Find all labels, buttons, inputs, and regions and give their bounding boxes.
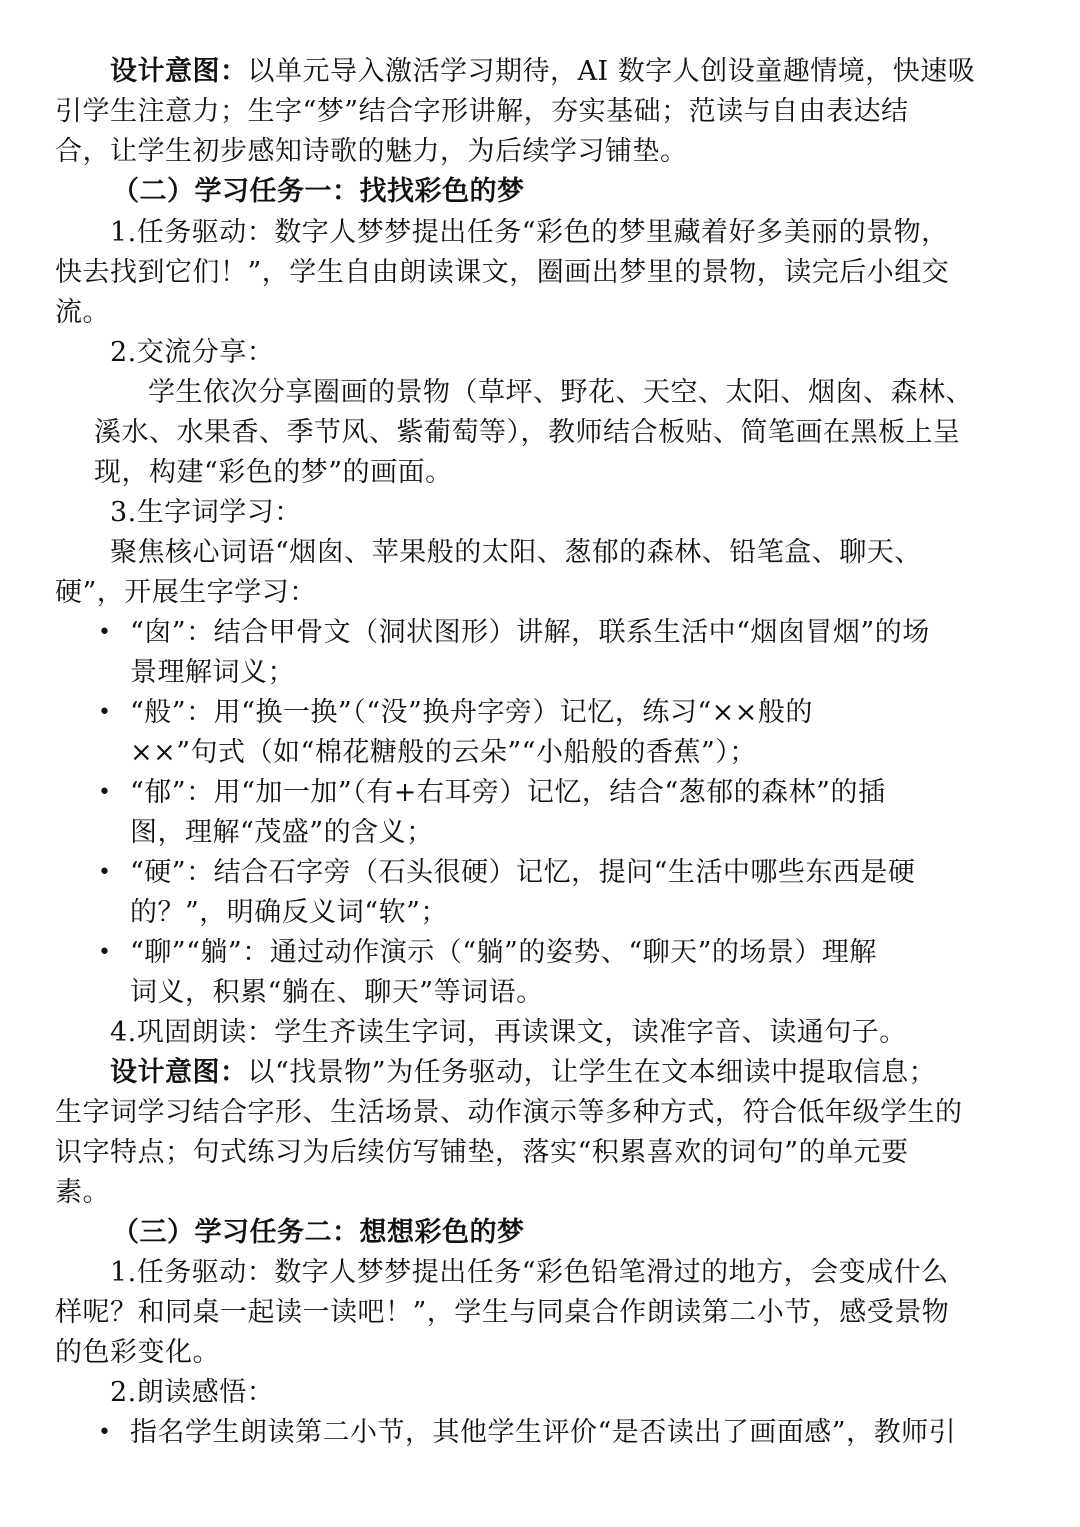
bullet-marker: •	[98, 860, 111, 885]
bullet-marker: •	[98, 780, 111, 805]
task2-drive-line-2: 样呢？和同桌一起读一读吧！”，学生与同桌合作朗读第二小节，感受景物	[55, 1297, 950, 1328]
design-intent-label: 设计意图：	[110, 56, 248, 87]
task-drive-line-3: 流。	[55, 297, 110, 328]
design-intent-1-line-2: 引学生注意力；生字“梦”结合字形讲解，夯实基础；范读与自由表达结	[55, 96, 909, 127]
bullet-3-line-2: 图，理解“茂盛”的含义；	[130, 817, 434, 848]
vocab-line-2: 硬”，开展生字学习：	[55, 577, 317, 608]
bullet-3-line-1: “郁”：用“加一加”（有+右耳旁）记忆，结合“葱郁的森林”的插	[130, 777, 886, 808]
bullet-marker: •	[98, 620, 111, 645]
task2-drive-line-1: 1.任务驱动：数字人梦梦提出任务“彩色铅笔滑过的地方，会变成什么	[110, 1257, 949, 1288]
share-line-1: 学生依次分享圈画的景物（草坪、野花、天空、太阳、烟囱、森林、	[148, 377, 973, 408]
share-line-2: 溪水、水果香、季节风、紫葡萄等），教师结合板贴、简笔画在黑板上呈	[94, 417, 961, 448]
task-drive-line-1: 1.任务驱动：数字人梦梦提出任务“彩色的梦里藏着好多美丽的景物，	[110, 217, 949, 248]
task-drive-line-2: 快去找到它们！”，学生自由朗读课文，圈画出梦里的景物，读完后小组交	[55, 257, 950, 288]
design-intent-label: 设计意图：	[110, 1057, 248, 1088]
reading-insight-bullet-1: 指名学生朗读第二小节，其他学生评价“是否读出了画面感”，教师引	[130, 1417, 957, 1448]
bullet-2-line-1: “般”：用“换一换”（“没”换舟字旁）记忆，练习“××般的	[130, 697, 813, 728]
share-title: 2.交流分享：	[110, 337, 275, 368]
task2-drive-line-3: 的色彩变化。	[55, 1337, 220, 1368]
reading-insight-title: 2.朗读感悟：	[110, 1377, 275, 1408]
bullet-5-line-2: 词义，积累“躺在、聊天”等词语。	[130, 977, 544, 1008]
bullet-marker: •	[98, 700, 111, 725]
vocab-title: 3.生字词学习：	[110, 497, 302, 528]
bullet-marker: •	[98, 1420, 111, 1445]
design-intent-2-line-1: 设计意图：以“找景物”为任务驱动，让学生在文本细读中提取信息；	[110, 1057, 937, 1088]
bullet-5-line-1: “聊”“躺”：通过动作演示（“躺”的姿势、“聊天”的场景）理解	[130, 937, 877, 968]
bullet-marker: •	[98, 940, 111, 965]
design-intent-2-line-4: 素。	[55, 1177, 110, 1208]
design-intent-1-line-1: 设计意图：以单元导入激活学习期待，AI 数字人创设童趣情境，快速吸	[110, 56, 976, 87]
bullet-2-line-2: ××”句式（如“棉花糖般的云朵”“小船般的香蕉”）；	[130, 737, 757, 768]
vocab-line-1: 聚焦核心词语“烟囱、苹果般的太阳、葱郁的森林、铅笔盒、聊天、	[110, 537, 922, 568]
bullet-4-line-1: “硬”：结合石字旁（石头很硬）记忆，提问“生活中哪些东西是硬	[130, 857, 916, 888]
design-intent-2-line-2: 生字词学习结合字形、生活场景、动作演示等多种方式，符合低年级学生的	[55, 1097, 963, 1128]
section-3-heading: （三）学习任务二：想想彩色的梦	[112, 1217, 525, 1248]
bullet-1-line-1: “囱”：结合甲骨文（洞状图形）讲解，联系生活中“烟囱冒烟”的场	[130, 617, 930, 648]
consolidate-reading: 4.巩固朗读：学生齐读生字词，再读课文，读准字音、读通句子。	[110, 1017, 907, 1048]
share-line-3: 现，构建“彩色的梦”的画面。	[94, 457, 453, 488]
section-2-heading: （二）学习任务一：找找彩色的梦	[112, 176, 525, 207]
design-intent-1-line-3: 合，让学生初步感知诗歌的魅力，为后续学习铺垫。	[55, 136, 688, 167]
bullet-1-line-2: 景理解词义；	[130, 657, 295, 688]
bullet-4-line-2: 的？”，明确反义词“软”；	[130, 897, 448, 928]
design-intent-2-line-3: 识字特点；句式练习为后续仿写铺垫，落实“积累喜欢的词句”的单元要	[55, 1137, 909, 1168]
